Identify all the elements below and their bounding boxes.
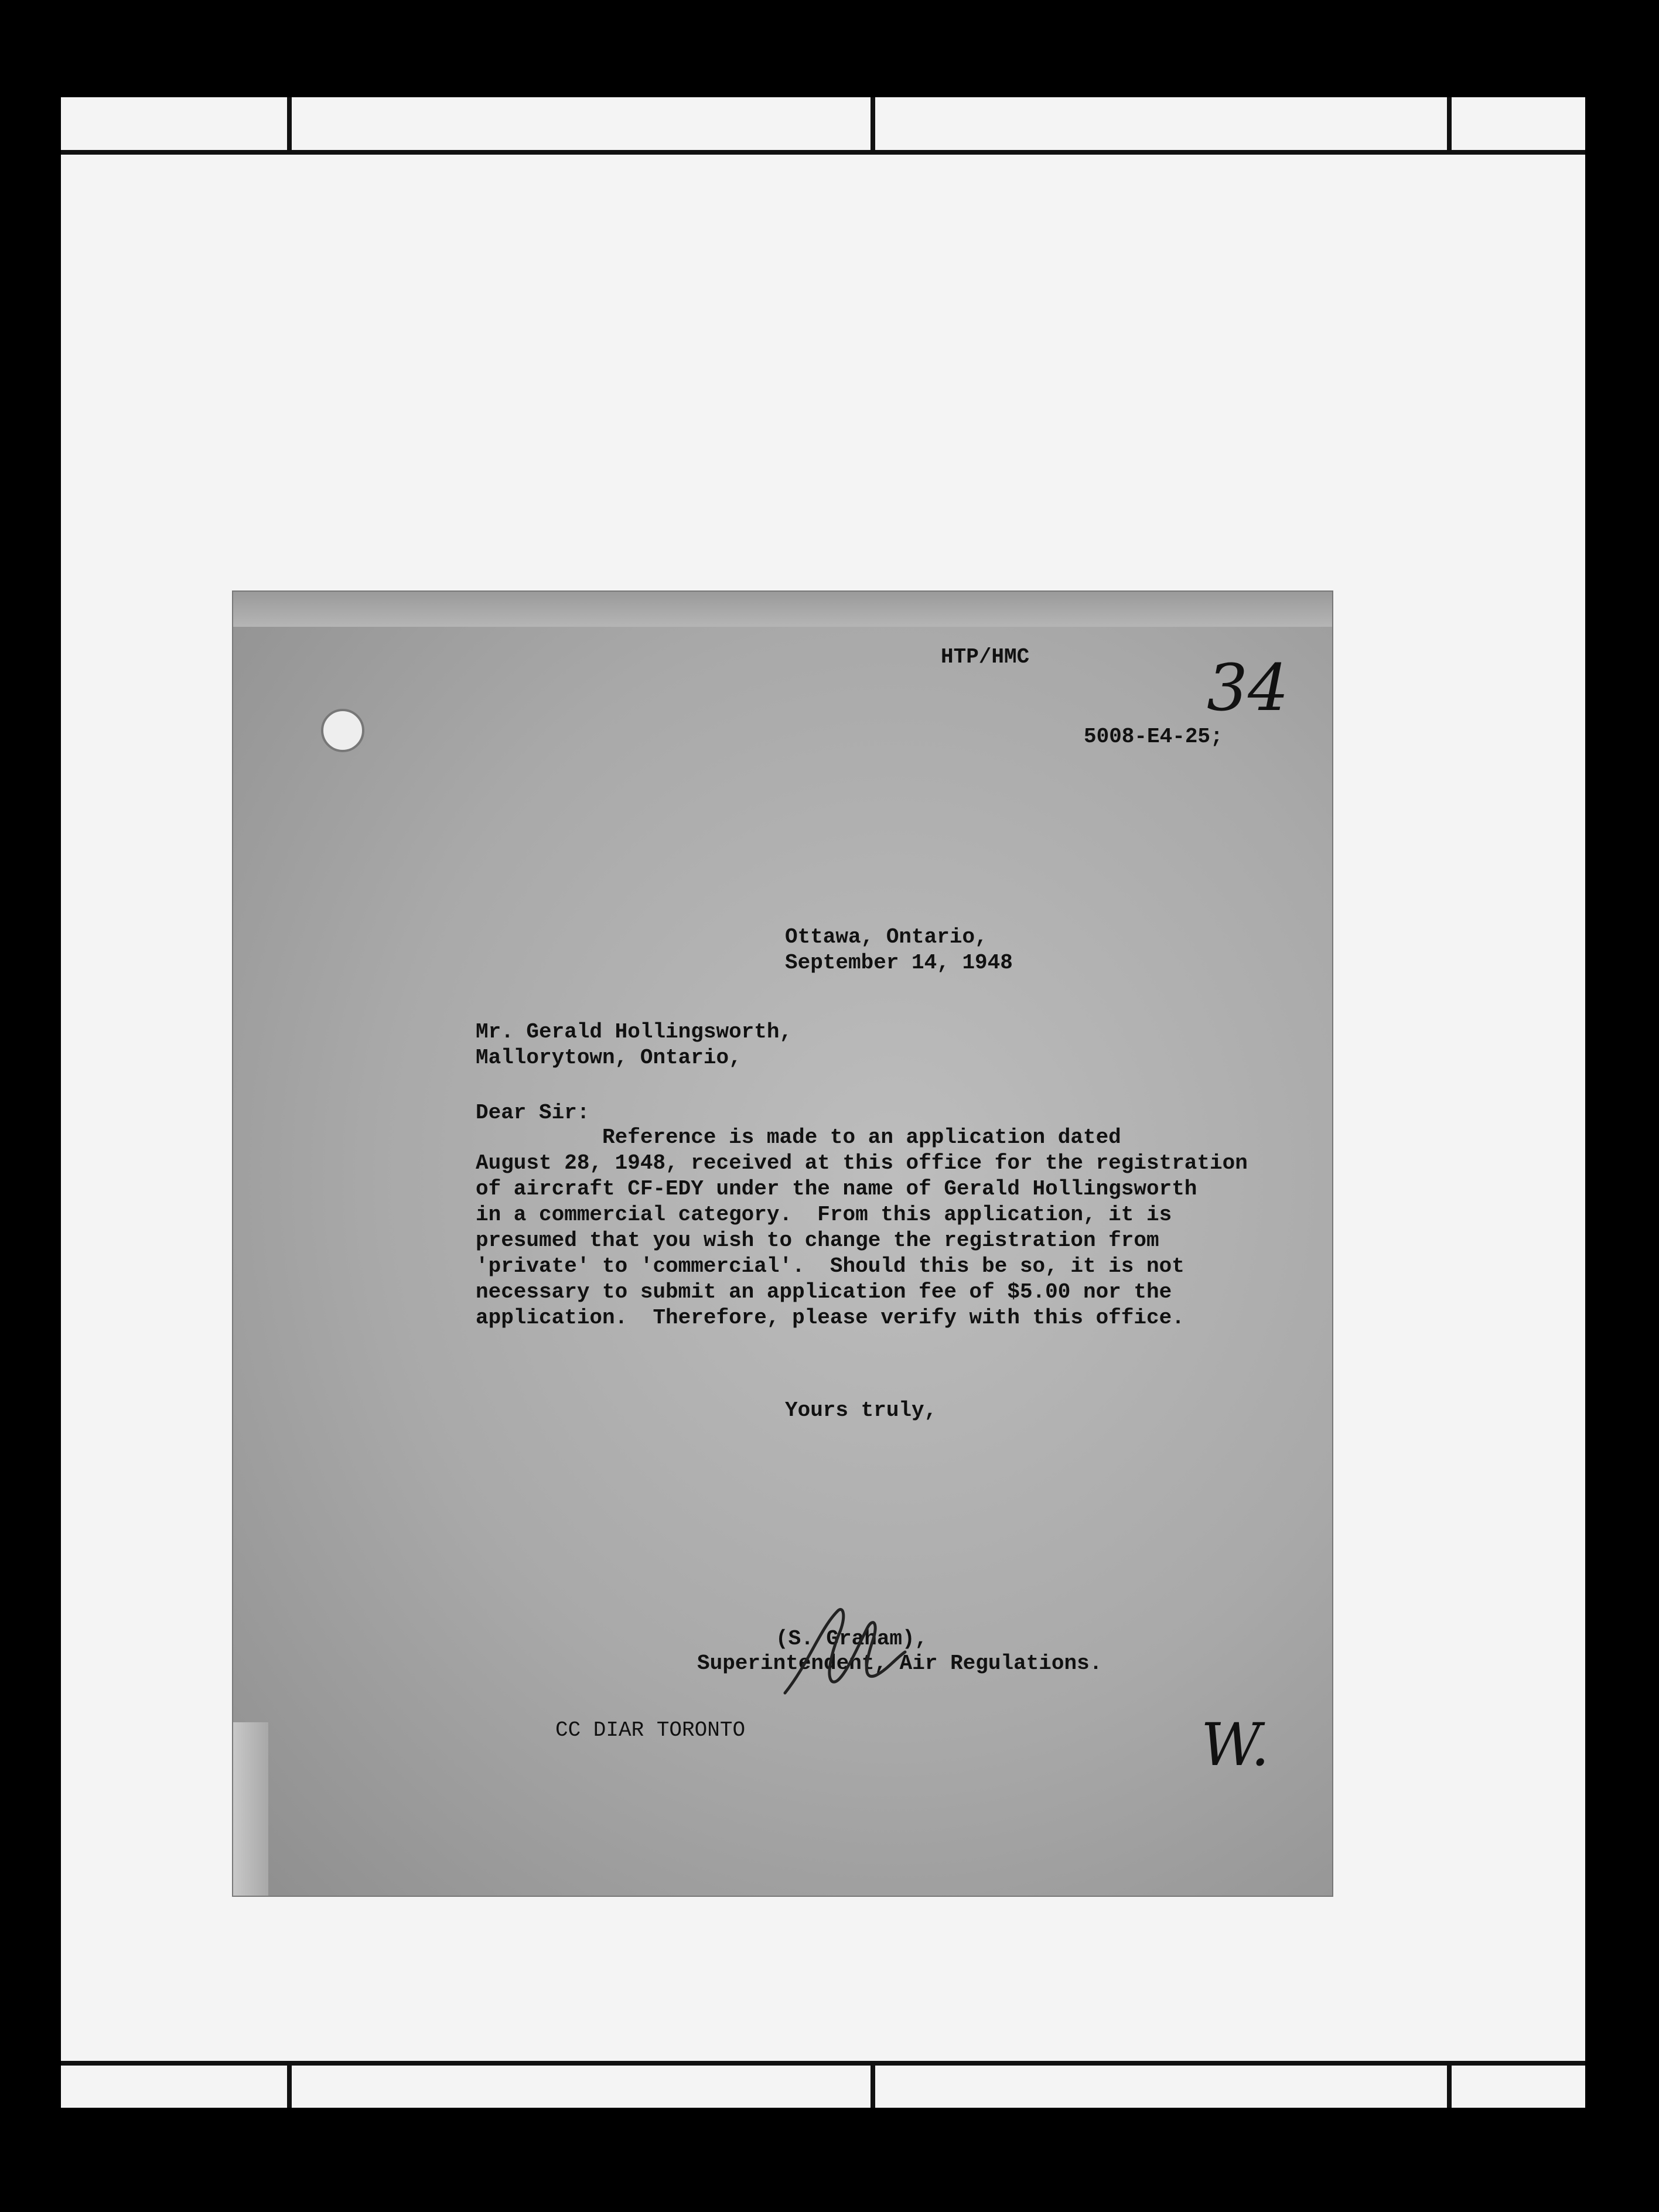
addressee-town: Mallorytown, Ontario, — [476, 1046, 742, 1070]
frame-divider-bottom-3 — [1447, 2061, 1452, 2108]
closing: Yours truly, — [785, 1398, 937, 1422]
frame-divider-bottom-1 — [287, 2061, 292, 2108]
addressee-name: Mr. Gerald Hollingsworth, — [476, 1020, 793, 1044]
letter-place: Ottawa, Ontario, — [785, 925, 988, 949]
margin-mark: W. — [1201, 1711, 1270, 1779]
letter-edge-left — [233, 1722, 268, 1896]
frame-divider-top-2 — [871, 97, 875, 155]
folio-number: 34 — [1207, 650, 1289, 725]
cc-line: CC DIAR TORONTO — [555, 1718, 746, 1742]
file-number: 5008-E4-25; — [1084, 725, 1223, 749]
punch-hole — [321, 709, 364, 752]
handwritten-signature — [773, 1593, 914, 1711]
frame-divider-top-3 — [1447, 97, 1452, 155]
letter-body: Reference is made to an application dated August 28, 1948, received at this office for the registration of aircraft CF-EDY under the name of Gerald Hollingsworth in a commercial category. From this application, it is presumed that you wish to change the registration from 'private' to 'commercial'. Should this be so, it is not necessary to submit an application fee of $5.00 nor the application. Therefore, please verify with this office. — [476, 1125, 1248, 1330]
frame-divider-bottom-2 — [871, 2061, 875, 2108]
signer-title: Superintendent, Air Regulations. — [697, 1651, 1102, 1675]
initials: HTP/HMC — [941, 645, 1030, 669]
salutation: Dear Sir: — [476, 1101, 590, 1125]
frame-divider-top-1 — [287, 97, 292, 155]
letter-date: September 14, 1948 — [785, 951, 1013, 975]
letter-edge-top — [233, 592, 1332, 627]
signer-name: (S. Graham), — [776, 1627, 928, 1651]
